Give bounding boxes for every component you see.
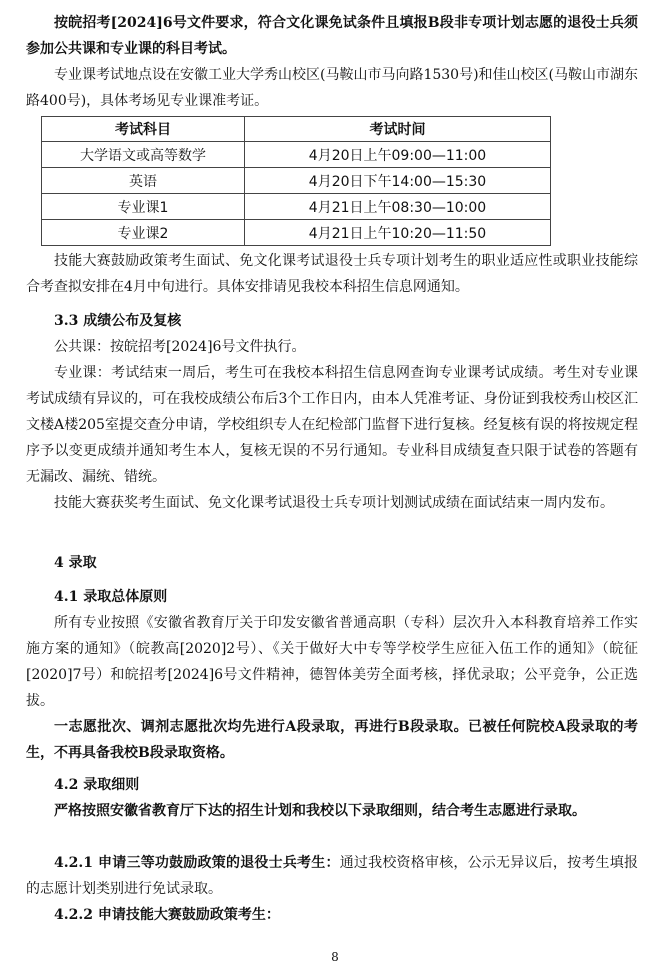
column-header-subject: 考试科目: [42, 117, 245, 142]
time-cell: 4月20日下午14:00—15:30: [245, 168, 551, 194]
table-header-row: [42, 117, 551, 142]
table-row: [42, 220, 551, 246]
section-3-3-heading: 3.3 成绩公布及复核: [54, 313, 182, 329]
exam-location-paragraph: 专业课考试地点设在安徽工业大学秀山校区(马鞍山市马向路1530号)和佳山校区(马鞍山市湖东路400号)，具体考场见专业课准考证。: [26, 67, 639, 109]
section-4-2-2-heading: 4.2.2 申请技能大赛鼓励政策考生：: [54, 907, 280, 923]
subject-cell: 大学语文或高等数学: [42, 142, 245, 168]
intro-bold-paragraph: 按皖招考[2024]6号文件要求，符合文化课免试条件且填报B段非专项计划志愿的退役士兵须参加公共课和专业课的科目考试。: [26, 15, 638, 57]
table-row: [42, 168, 551, 194]
section-4-2-1-text: 通过我校资格审核，公示无异议后，按考生填报的志愿计划类别进行免试录取。: [26, 855, 638, 897]
skills-assessment-paragraph: 技能大赛鼓励政策考生面试、免文化课考试退役士兵专项计划考生的职业适应性或职业技能综合考查拟安排在4月中旬进行。具体安排请见我校本科招生信息网通知。: [26, 253, 638, 295]
section-4-2-heading: 4.2 录取细则: [54, 777, 140, 793]
section-4-2-1-paragraph: [26, 850, 638, 902]
time-cell: 4月20日上午09:00—11:00: [245, 142, 551, 168]
subject-cell: 英语: [42, 168, 245, 194]
page-number: 8: [331, 950, 339, 964]
table-row: [42, 142, 551, 168]
time-cell: 4月21日上午08:30—10:00: [245, 194, 551, 220]
admission-rules-paragraph: 严格按照安徽省教育厅下达的招生计划和我校以下录取细则，结合考生志愿进行录取。: [54, 803, 586, 819]
admission-principle-paragraph: 所有专业按照《安徽省教育厅关于印发安徽省普通高职（专科）层次升入本科教育培养工作实施方案的通知》（皖教高[2020]2号）、《关于做好大中专等学校学生应征入伍工作的通知》（皖征[2020]7号）和皖招考[2024]6号文件精神，德智体美劳全面考核，择优录取；公平竞争，公正选拔。: [26, 615, 638, 709]
admission-order-paragraph: 一志愿批次、调剂志愿批次均先进行A段录取，再进行B段录取。已被任何院校A段录取的考生，不再具备我校B段录取资格。: [26, 719, 638, 761]
time-cell: 4月21日上午10:20—11:50: [245, 220, 551, 246]
section-4-2-1-label: 4.2.1 申请三等功鼓励政策的退役士兵考生：: [54, 855, 340, 871]
subject-cell: 专业课1: [42, 194, 245, 220]
exam-schedule-table: [41, 116, 551, 246]
section-4-1-heading: 4.1 录取总体原则: [54, 589, 168, 605]
column-header-time: 考试时间: [245, 117, 551, 142]
subject-cell: 专业课2: [42, 220, 245, 246]
public-course-paragraph: 公共课：按皖招考[2024]6号文件执行。: [54, 339, 306, 355]
section-4-heading: 4 录取: [54, 555, 97, 571]
table-row: [42, 194, 551, 220]
skills-results-paragraph: 技能大赛获奖考生面试、免文化课考试退役士兵专项计划测试成绩在面试结束一周内发布。: [54, 495, 614, 511]
major-course-paragraph: 专业课：考试结束一周后，考生可在我校本科招生信息网查询专业课考试成绩。考生对专业课考试成绩有异议的，可在我校成绩公布后3个工作日内，由本人凭准考证、身份证到我校秀山校区汇文楼A楼205室提交查分申请，学校组织专人在纪检部门监督下进行复核。经复核有误的将按规定程序予以变更成绩并通知考生本人，复核无误的不另行通知。专业科目成绩复查只限于试卷的答题有无漏改、漏统、错统。: [26, 365, 638, 485]
